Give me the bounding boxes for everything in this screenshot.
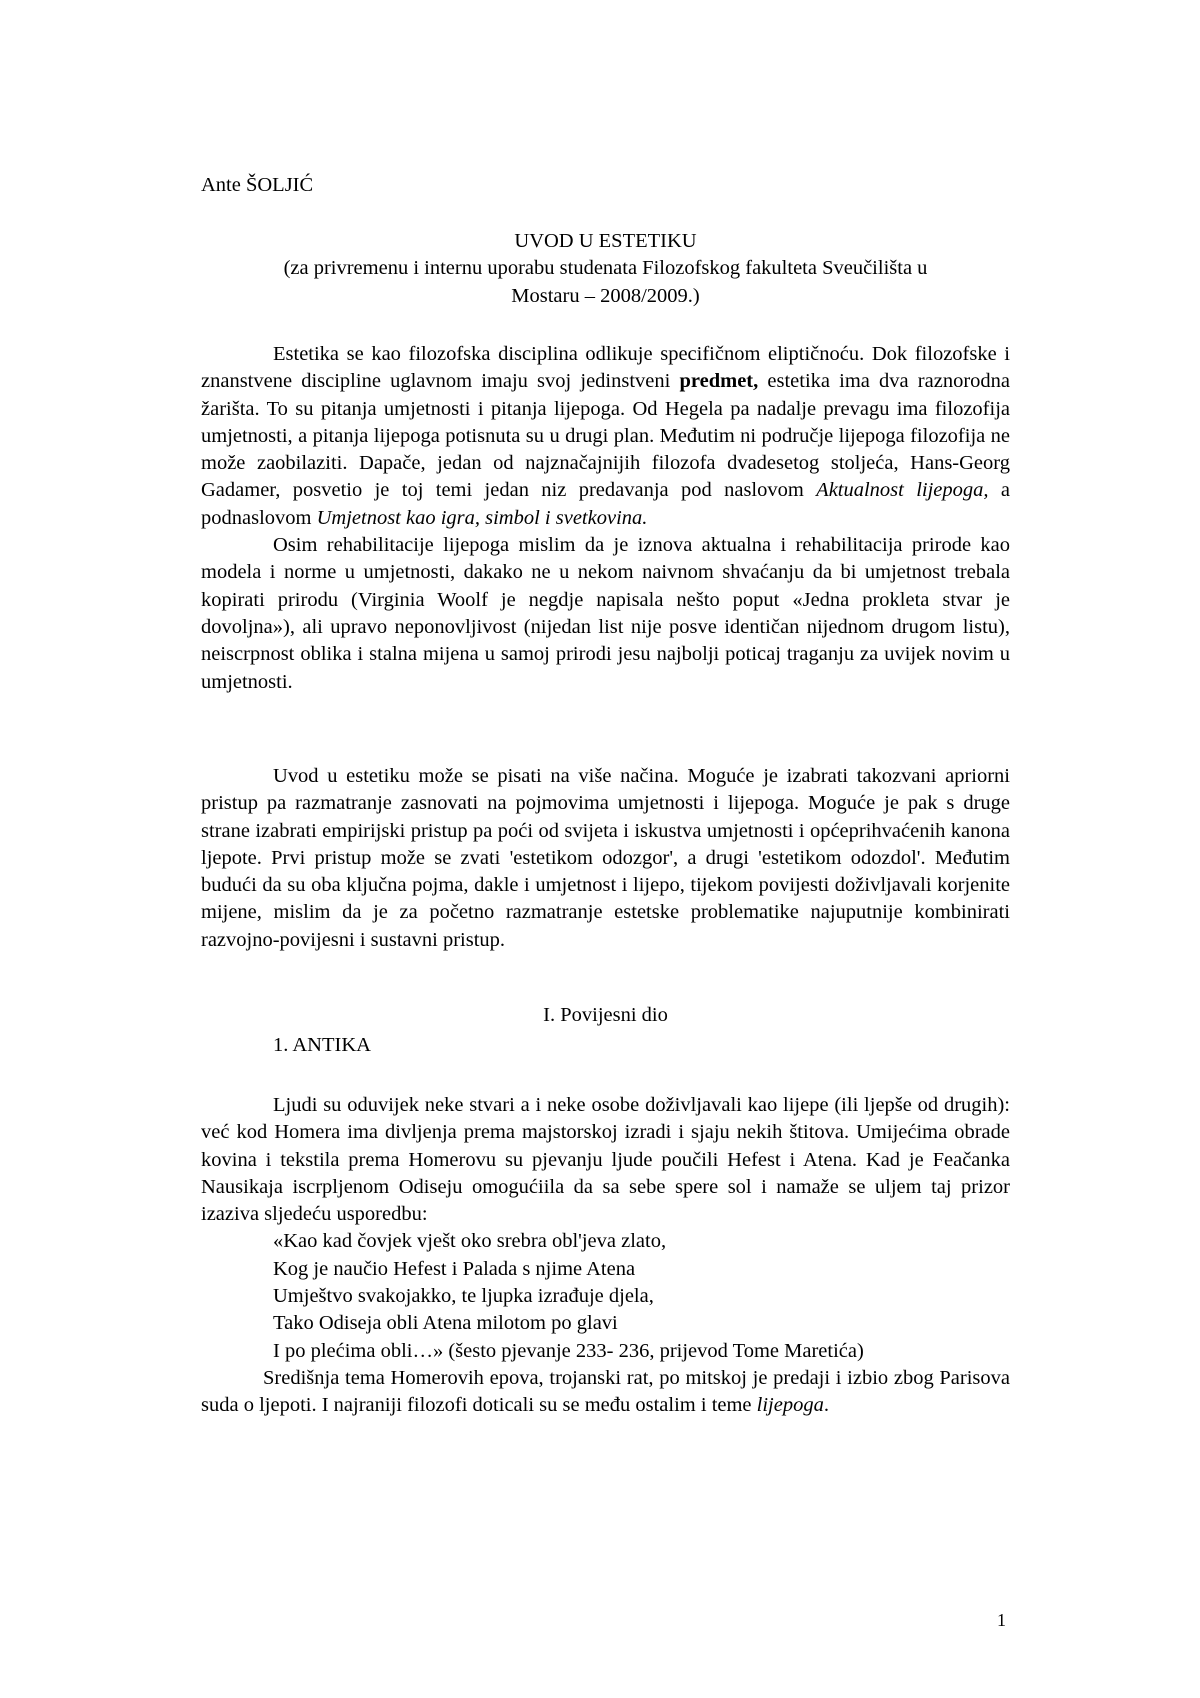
paragraph-1-text-c: estetika ima dva raznorodna žarišta. To su pitanja umjetnosti i pitanja lijepoga. Od Hegela pa nadalje prevagu ima filozofija umjetnosti, a pitanja lijepoga potisnuta su u drugi plan. Međutim ni područje lijepoga filozofija ne može zaobilaziti. Dapače, jedan od najznačajnijih filozofa dvadesetog stoljeća, Hans-Georg Gadamer, posvetio je toj temi jedan niz predavanja pod naslovom bbox=[201, 370, 1010, 502]
verse-line: «Kao kad čovjek vješt oko srebra obl'jeva zlato, bbox=[273, 1230, 667, 1253]
verse-line: Umještvo svakojakko, te ljupka izrađuje djela, bbox=[273, 1285, 654, 1308]
subtitle-line-1: (za privremenu i internu uporabu studenata Filozofskog fakulteta Sveučilišta u bbox=[283, 257, 928, 280]
paragraph-1-text-a: Estetika se kao filozofska disciplina odlikuje specifičnom eliptičnoću. Dok filozofske i znanstvene discipline uglavnom imaju svoj jedinstveni bbox=[201, 343, 1010, 393]
verse-line: Tako Odiseja obli Atena milotom po glavi bbox=[273, 1312, 618, 1335]
title-block bbox=[201, 228, 1010, 310]
intro-section bbox=[201, 341, 1010, 696]
section-heading: I. Povijesni dio bbox=[543, 1004, 668, 1026]
paragraph-3: Uvod u estetiku može se pisati na više načina. Moguće je izabrati takozvani apriorni pristup pa razmatranje zasnovati na pojmovima umjetnosti i lijepoga. Moguće je pak s druge strane izabrati empirijski pristup pa poći od svijeta i iskustva umjetnosti i općeprihvaćenih kanona ljepote. Prvi pristup može se zvati 'estetikom odozgor', a drugi 'estetikom odozdol'. Međutim budući da su oba ključna pojma, dakle i umjetnost i lijepo, tijekom povijesti doživljavali korjenite mijene, mislim da je za početno razmatranje estetske problematike najuputnije kombinirati razvojno-povijesni i sustavni pristup. bbox=[201, 765, 1010, 951]
paragraph-1-bold: predmet, bbox=[679, 370, 759, 393]
paragraph-1 bbox=[201, 341, 1010, 532]
page-number: 1 bbox=[997, 1610, 1006, 1630]
antika-section bbox=[201, 1092, 1010, 1420]
paragraph-5 bbox=[201, 1365, 1010, 1420]
paragraph-5-italic: lijepoga bbox=[756, 1394, 824, 1417]
author-name: Ante ŠOLJIĆ bbox=[201, 174, 314, 196]
verse-line: I po plećima obli…» (šesto pjevanje 233- 236, prijevod Tome Maretića) bbox=[273, 1339, 864, 1362]
paragraph-1-italic-subtitle: Umjetnost kao igra, simbol i svetkovina. bbox=[316, 506, 648, 529]
subsection-heading: 1. ANTIKA bbox=[273, 1034, 371, 1056]
paragraph-2: Osim rehabilitacije lijepoga mislim da je iznova aktualna i rehabilitacija prirode kao modela i norme u umjetnosti, dakako ne u nekom naivnom shvaćanju da bi umjetnost trebala kopirati prirodu (Virginia Woolf je negdje napisala nešto poput «Jedna prokleta stvar je dovoljna»), ali upravo neponovljivost (nijedan list nije posve identičan nijednom drugom listu), neiscrpnost oblika i stalna mijena u samoj prirodi jesu najbolji poticaj traganju za uvijek novim u umjetnosti. bbox=[201, 534, 1010, 693]
verse-line: Kog je naučio Hefest i Palada s njime Atena bbox=[273, 1257, 636, 1280]
document-title: UVOD U ESTETIKU bbox=[514, 230, 697, 252]
approach-section bbox=[201, 763, 1010, 954]
paragraph-1-text-e: a podnaslovom bbox=[201, 479, 1010, 529]
paragraph-5-text-c: . bbox=[823, 1394, 829, 1417]
paragraph-4: Ljudi su oduvijek neke stvari a i neke osobe doživljavali kao lijepe (ili ljepše od drugih): već kod Homera ima divljenja prema majstorskoj izradi i sjaju nekih štitova. Umijećima obrade kovina i tekstila prema Homerovu su pjevanju ljude poučili Hefest i Atena. Kad je Feačanka Nausikaja iscrpljenom Odiseju omogućiila da sa sebe spere sol i namaže se uljem taj prizor izaziva sljedeću usporedbu: bbox=[201, 1094, 1010, 1226]
subtitle-line-2: Mostaru – 2008/2009.) bbox=[511, 284, 700, 307]
paragraph-1-italic-title: Aktualnost lijepoga, bbox=[816, 479, 989, 502]
paragraph-5-text-a: Središnja tema Homerovih epova, trojanski rat, po mitskoj je predaji i izbio zbog Parisova suda o ljepoti. I najraniji filozofi doticali su se među ostalim i teme bbox=[201, 1366, 1010, 1417]
